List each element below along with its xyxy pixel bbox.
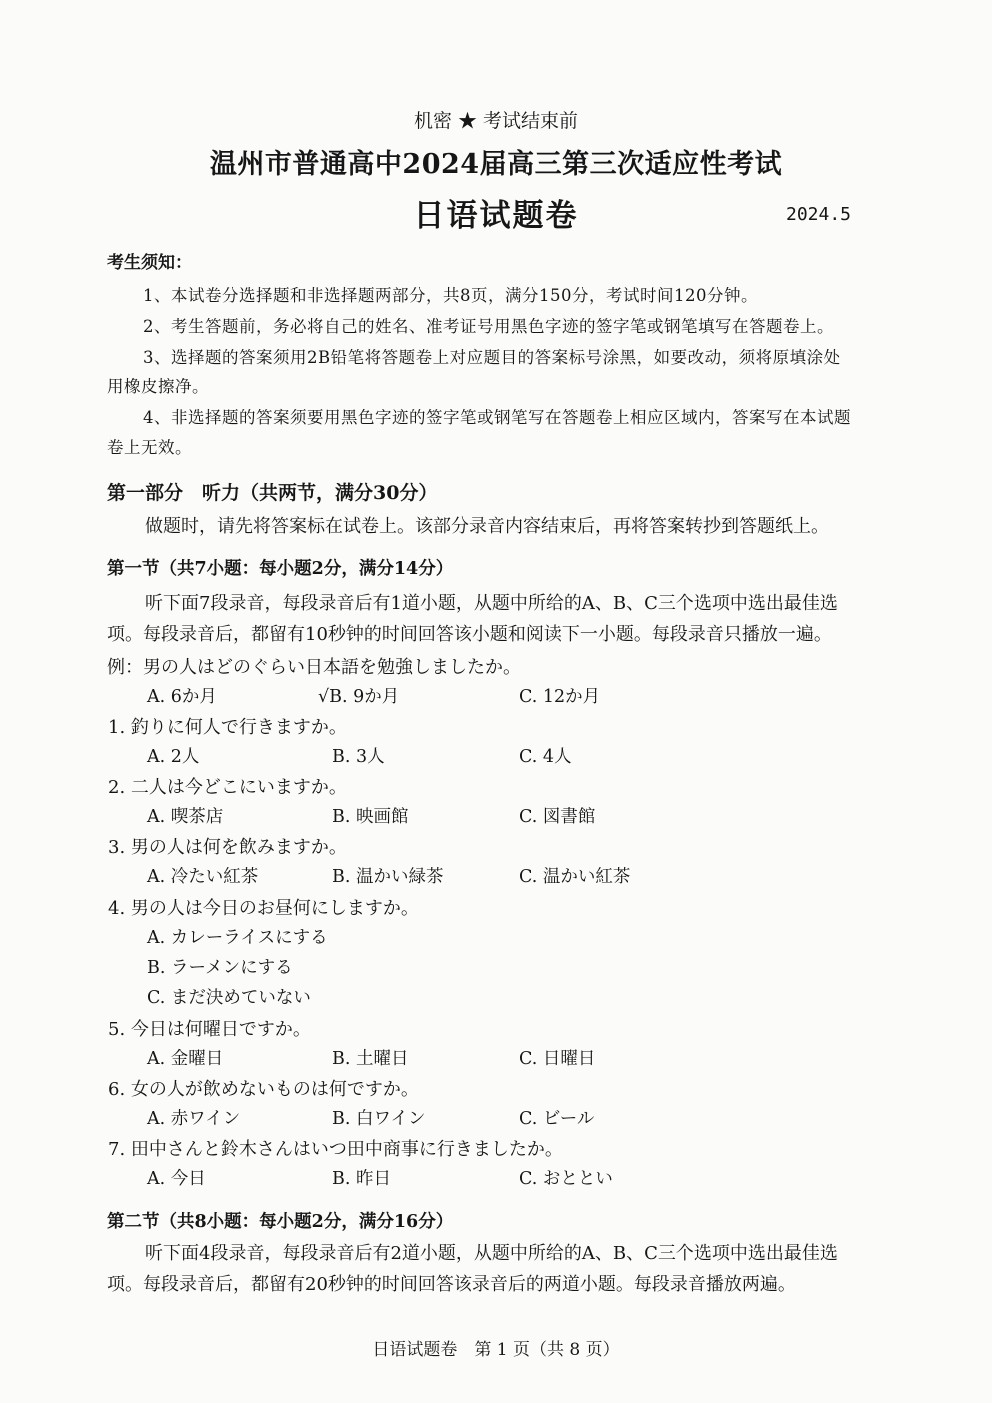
question-2-option-c: C. 図書館 xyxy=(519,807,596,827)
question-1-option-a: A. 2人 xyxy=(147,747,200,767)
question-1-option-b: B. 3人 xyxy=(332,747,385,767)
notice-rule-3-cont: 用橡皮擦净。 xyxy=(107,377,209,396)
section2-instruction-1: 听下面4段录音，每段录音后有2道小题，从题中所给的A、B、C三个选项中选出最佳选 xyxy=(145,1243,838,1264)
question-2-option-a: A. 喫茶店 xyxy=(147,807,224,827)
question-3: 3. 男の人は何を飲みますか。 xyxy=(108,837,347,858)
example-option-c: C. 12か月 xyxy=(519,687,601,707)
part1-heading: 第一部分 听力（共两节，满分30分） xyxy=(107,482,438,504)
question-5: 5. 今日は何曜日ですか。 xyxy=(108,1019,311,1040)
question-5-option-c: C. 日曜日 xyxy=(519,1049,596,1069)
notice-heading: 考生须知： xyxy=(107,253,192,273)
section1-heading: 第一节（共7小题：每小题2分，满分14分） xyxy=(107,559,454,579)
section1-instruction-2: 项。每段录音后，都留有10秒钟的时间回答该小题和阅读下一小题。每段录音只播放一遍。 xyxy=(107,624,832,645)
exam-subtitle: 日语试题卷 xyxy=(413,198,579,234)
question-5-option-a: A. 金曜日 xyxy=(147,1049,224,1069)
section2-heading: 第二节（共8小题：每小题2分，满分16分） xyxy=(107,1212,454,1232)
example-option-b: √B. 9か月 xyxy=(318,687,400,707)
question-6-option-b: B. 白ワイン xyxy=(332,1109,426,1129)
question-2: 2. 二人は今どこにいますか。 xyxy=(108,777,347,798)
question-7: 7. 田中さんと鈴木さんはいつ田中商事に行きましたか。 xyxy=(108,1139,563,1160)
part1-instruction: 做题时，请先将答案标在试卷上。该部分录音内容结束后，再将答案转抄到答题纸上。 xyxy=(145,516,829,537)
notice-rule-2: 2、考生答题前，务必将自己的姓名、准考证号用黑色字迹的签字笔或钢笔填写在答题卷上。 xyxy=(143,317,834,336)
question-3-option-b: B. 温かい緑茶 xyxy=(332,867,444,887)
question-6: 6. 女の人が飲めないものは何ですか。 xyxy=(108,1079,419,1100)
example-question: 例：男の人はどのぐらい日本語を勉強しましたか。 xyxy=(107,657,521,678)
question-1-option-c: C. 4人 xyxy=(519,747,572,767)
question-7-option-c: C. おととい xyxy=(519,1169,613,1189)
exam-title: 温州市普通高中2024届高三第三次适应性考试 xyxy=(209,149,783,180)
question-3-option-a: A. 冷たい紅茶 xyxy=(147,867,259,887)
notice-rule-4: 4、非选择题的答案须要用黑色字迹的签字笔或钢笔写在答题卷上相应区域内，答案写在本试题 xyxy=(143,408,851,427)
section1-instruction-1: 听下面7段录音，每段录音后有1道小题，从题中所给的A、B、C三个选项中选出最佳选 xyxy=(145,593,838,614)
confidential-mark: 机密 ★ 考试结束前 xyxy=(413,110,579,132)
question-4-option-b: B. ラーメンにする xyxy=(147,958,293,978)
page-footer: 日语试题卷 第 1 页（共 8 页） xyxy=(372,1340,620,1360)
question-2-option-b: B. 映画館 xyxy=(332,807,409,827)
question-7-option-a: A. 今日 xyxy=(147,1169,206,1189)
question-6-option-a: A. 赤ワイン xyxy=(147,1109,241,1129)
section2-instruction-2: 项。每段录音后，都留有20秒钟的时间回答该录音后的两道小题。每段录音播放两遍。 xyxy=(107,1274,796,1295)
question-4-option-a: A. カレーライスにする xyxy=(147,928,328,948)
question-6-option-c: C. ビール xyxy=(519,1109,595,1129)
question-5-option-b: B. 土曜日 xyxy=(332,1049,409,1069)
question-1: 1. 釣りに何人で行きますか。 xyxy=(108,717,347,738)
example-option-a: A. 6か月 xyxy=(147,687,217,707)
notice-rule-4-cont: 卷上无效。 xyxy=(107,438,192,457)
question-3-option-c: C. 温かい紅茶 xyxy=(519,867,631,887)
exam-date: 2024.5 xyxy=(786,204,852,225)
question-7-option-b: B. 昨日 xyxy=(332,1169,391,1189)
notice-rule-1: 1、本试卷分选择题和非选择题两部分，共8页，满分150分，考试时间120分钟。 xyxy=(143,286,758,305)
notice-rule-3: 3、选择题的答案须用2B铅笔将答题卷上对应题目的答案标号涂黑，如要改动，须将原填涂处 xyxy=(143,348,841,367)
question-4: 4. 男の人は今日のお昼何にしますか。 xyxy=(108,898,419,919)
question-4-option-c: C. まだ決めていない xyxy=(147,988,311,1008)
